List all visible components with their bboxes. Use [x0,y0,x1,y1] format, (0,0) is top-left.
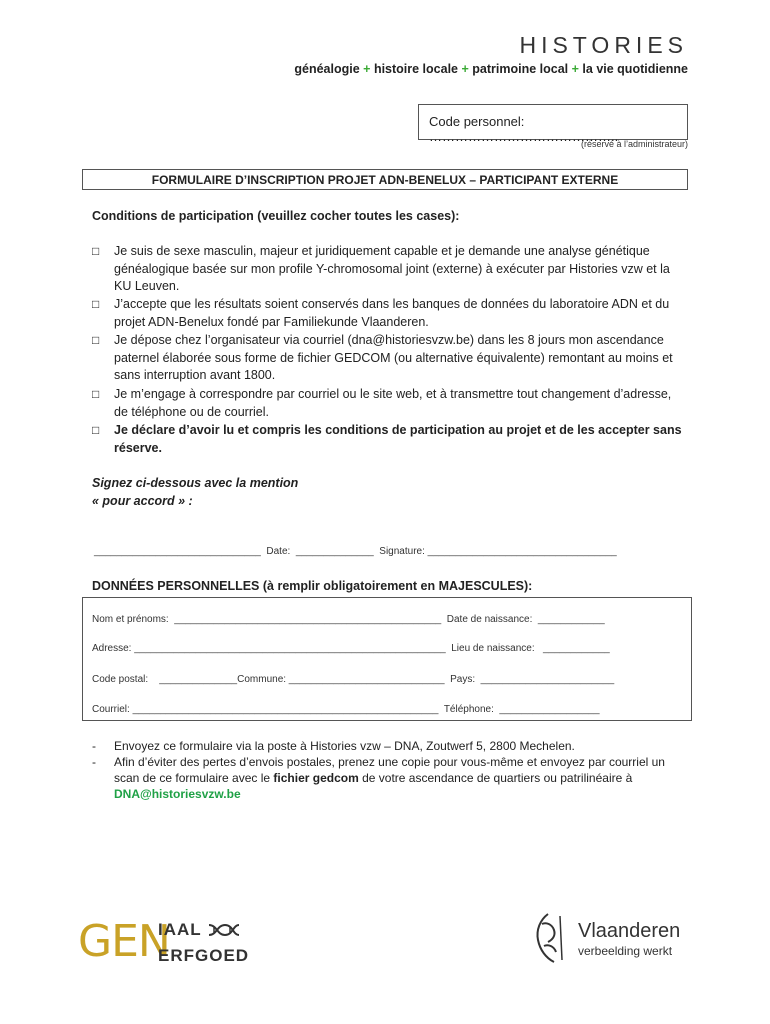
condition-text: Je m’engage à correspondre par courriel ou le site web, et à transmettre tout changement d’adresse, de téléphone ou de courriel. [114,387,672,419]
histories-logo: HISTORIES [519,32,688,58]
plus-sign: + [461,62,469,76]
instruction-item [92,738,688,754]
signature-line-1: Signez ci-dessous avec la mention [92,476,299,490]
tag-patrimoine: patrimoine local [472,62,569,76]
signature-line-2: « pour accord » : [92,493,193,508]
condition-item [92,386,688,421]
tagline [294,62,688,76]
instruction-item [92,754,688,802]
checkbox[interactable]: □ [92,423,100,437]
tag-vie: la vie quotidienne [582,62,688,76]
condition-text: Je déclare d’avoir lu et compris les conditions de participation au projet et de les accepter sans réserve. [114,423,682,455]
condition-item [92,243,688,296]
reserve-note: (réservé à l’administrateur) [580,139,688,149]
vlaanderen-slogan: verbeelding werkt [578,944,673,958]
condition-item [92,422,688,457]
checkbox[interactable]: □ [92,244,100,258]
erfgoed-wordmark: ERFGOED [158,946,250,965]
dna-icon [208,922,240,943]
condition-item [92,296,688,331]
lion-icon [530,910,568,971]
checkbox[interactable]: □ [92,387,100,401]
signature-instruction [92,475,298,510]
personal-data-heading: DONNÉES PERSONNELLES (à remplir obligatoirement en MAJESCULES): [92,579,533,593]
plus-sign: + [363,62,371,76]
code-personnel-field[interactable]: Code personnel: …………………………………….. [418,104,688,140]
personal-row-address[interactable]: Adresse: ________________________________________________________ Lieu de naissance: ____________ [92,643,610,654]
tag-histoire: histoire locale [373,62,458,76]
gen-wordmark: GEN [78,916,170,967]
instruction-text [114,754,688,802]
dash: - [92,755,96,769]
condition-text: Je suis de sexe masculin, majeur et juridiquement capable et je demande une analyse génétique généalogique basée sur mon profile Y-chromosomal joint (externe) à exécuter par Histories vzw et la KU Leuven. [114,244,670,293]
instruction-text: Envoyez ce formulaire via la poste à Histories vzw – DNA, Zoutwerf 5, 2800 Mechelen. [114,739,575,753]
plus-sign: + [571,62,579,76]
form-title: FORMULAIRE D’INSCRIPTION PROJET ADN-BENELUX – PARTICIPANT EXTERNE [82,169,688,190]
gedcom-bold: fichier gedcom [273,771,359,785]
personal-row-name[interactable]: Nom et prénoms: ________________________________________________ Date de naissance: ____________ [92,614,605,625]
condition-item [92,332,688,385]
condition-text: J’accepte que les résultats soient conservés dans les banques de données du laboratoire ADN et du projet ADN-Benelux fondé par Familiekunde Vlaanderen. [114,297,670,329]
vlaanderen-logo [530,910,700,970]
tag-genealogie: généalogie [294,62,360,76]
geniaal-erfgoed-logo [78,916,248,968]
email-link[interactable]: DNA@historiesvzw.be [114,787,241,801]
checkbox[interactable]: □ [92,333,100,347]
conditions-heading: Conditions de participation (veuillez cocher toutes les cases): [92,209,460,223]
checkbox[interactable]: □ [92,297,100,311]
vlaanderen-wordmark: Vlaanderen [578,920,681,942]
instruction-text-part: de votre ascendance de quartiers ou patrilinéaire à [358,771,633,785]
personal-row-email[interactable]: Courriel: _______________________________________________________ Téléphone: __________________ [92,704,600,715]
instruction-text-part: Afin d’éviter des pertes d’envois postales, prenez une copie pour vous-même et envoyez par courriel un scan de ce formulaire avec le [114,755,665,785]
iaal-wordmark: IAAL [158,920,202,939]
signature-fields[interactable]: ______________________________ Date: ______________ Signature: __________________________________ [94,546,617,557]
personal-row-postal[interactable]: Code postal: ______________Commune: ____________________________ Pays: ________________________ [92,674,615,685]
dash: - [92,739,96,753]
condition-text: Je dépose chez l’organisateur via courriel (dna@historiesvzw.be) dans les 8 jours mon ascendance paternel élaborée sous forme de fichier GEDCOM (ou alternative équivalente) remontant au moins et sans interruption avant 1800. [114,333,673,382]
